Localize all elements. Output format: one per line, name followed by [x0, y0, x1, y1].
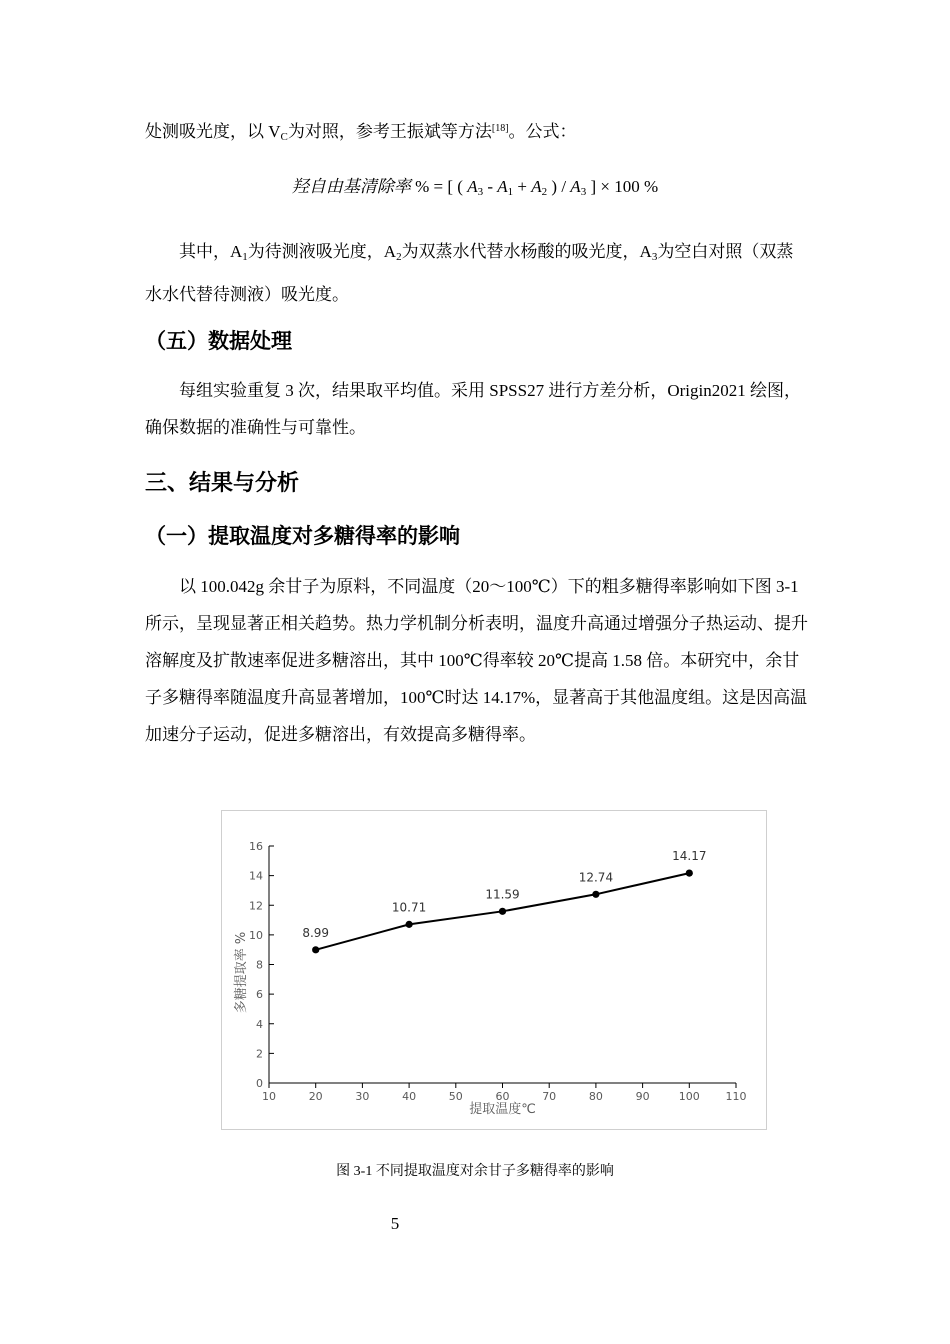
section-heading-data-processing: （五）数据处理: [145, 329, 292, 353]
formula-sub: 1: [507, 186, 514, 198]
data-point: [499, 908, 506, 915]
x-tick-label: 50: [448, 1090, 463, 1103]
y-tick-label: 16: [249, 840, 263, 853]
x-tick-label: 70: [542, 1090, 557, 1103]
formula-tail: × 100 %: [600, 177, 659, 196]
formula-sub: 3: [580, 186, 587, 198]
formula-sub: 3: [477, 186, 484, 198]
y-tick-label: 0: [256, 1077, 263, 1090]
text-run: 为对照，参考王振斌等方法: [287, 122, 492, 141]
subscript: C: [280, 131, 288, 143]
x-tick-label: 30: [355, 1090, 370, 1103]
paragraph-variables: [145, 233, 810, 313]
data-point: [686, 870, 693, 877]
formula-var: A: [467, 177, 478, 196]
text-run: 为双蒸水代替水杨酸的吸光度，A: [401, 242, 652, 261]
y-axis-label: 多糖提取率 %: [234, 931, 249, 1014]
text-run: 为待测液吸光度，A: [247, 242, 397, 261]
y-tick-label: 12: [249, 899, 263, 913]
section-heading-temperature: （一）提取温度对多糖得率的影响: [145, 524, 460, 548]
data-point: [406, 921, 413, 928]
x-tick-label: 60: [495, 1090, 510, 1103]
data-label: 8.99: [302, 925, 330, 940]
figure-caption: 图 3-1 不同提取温度对余甘子多糖得率的影响: [336, 1164, 614, 1179]
formula-percent: %: [415, 177, 430, 196]
paragraph-temperature-results: 以 100.042g 余甘子为原料，不同温度（20～100℃）下的粗多糖得率影响如下图 3-1 所示，呈现显著正相关趋势。热力学机制分析表明，温度升高通过增强分子热运动、提升溶解度及扩散速率促进多糖溶出，其中 100℃得率较 20℃提高 1.58 倍。本研究中，余甘子多糖得率随温度升高显著增加，100℃时达 14.17%，显著高于其他温度组。这是因高温加速分子运动，促进多糖溶出，有效提高多糖得率。: [145, 577, 808, 744]
data-label: 14.17: [672, 849, 707, 864]
x-tick-label: 90: [635, 1090, 650, 1103]
page-number: 5: [390, 1214, 400, 1233]
subscript: 3: [651, 251, 658, 263]
formula-var: A: [570, 177, 581, 196]
text-run: 为空白对照（双蒸水水代替待测液）吸光度。: [145, 242, 794, 304]
y-tick-label: 2: [256, 1047, 263, 1061]
section-heading-results: 三、结果与分析: [145, 471, 300, 496]
x-tick-label: 100: [678, 1090, 700, 1103]
formula-sub: 2: [541, 186, 548, 198]
formula-lhs: 羟自由基清除率: [291, 177, 411, 196]
citation-ref: [18]: [491, 123, 509, 134]
paragraph-method-end: [145, 110, 810, 156]
x-tick-label: 40: [402, 1090, 417, 1103]
text-run: 其中，A: [179, 242, 243, 261]
figure-frame: [221, 810, 767, 1130]
y-tick-label: 8: [256, 958, 263, 972]
text-run: 。公式：: [508, 122, 577, 141]
data-point: [312, 946, 319, 953]
y-tick-label: 14: [249, 869, 263, 883]
formula-var: A: [531, 177, 542, 196]
line-chart: [222, 811, 768, 1131]
x-axis-label: 提取温度℃: [469, 1102, 536, 1117]
paragraph-data-processing: 每组实验重复 3 次，结果取平均值。采用 SPSS27 进行方差分析，Origin2021 绘图，确保数据的准确性与可靠性。: [145, 381, 801, 437]
subscript: 2: [396, 251, 402, 263]
data-label: 11.59: [485, 887, 520, 902]
y-tick-label: 6: [256, 988, 263, 1002]
formula-scavenging-rate: 羟自由基清除率 % = [ ( $A_3 - A_1 + A_2$ ) / $A_3$ ] × 100 %: [291, 177, 659, 198]
y-tick-label: 4: [256, 1017, 263, 1031]
formula-var: A: [497, 177, 508, 196]
y-tick-label: 10: [249, 928, 263, 942]
data-label: 10.71: [391, 900, 427, 915]
x-tick-label: 110: [725, 1090, 747, 1103]
data-label: 12.74: [578, 870, 614, 885]
subscript: 1: [242, 251, 248, 263]
x-tick-label: 10: [262, 1090, 276, 1103]
text-run: 处测吸光度，以 V: [145, 122, 281, 141]
data-point: [592, 891, 599, 898]
x-tick-label: 80: [588, 1090, 603, 1103]
x-tick-label: 20: [308, 1090, 323, 1103]
